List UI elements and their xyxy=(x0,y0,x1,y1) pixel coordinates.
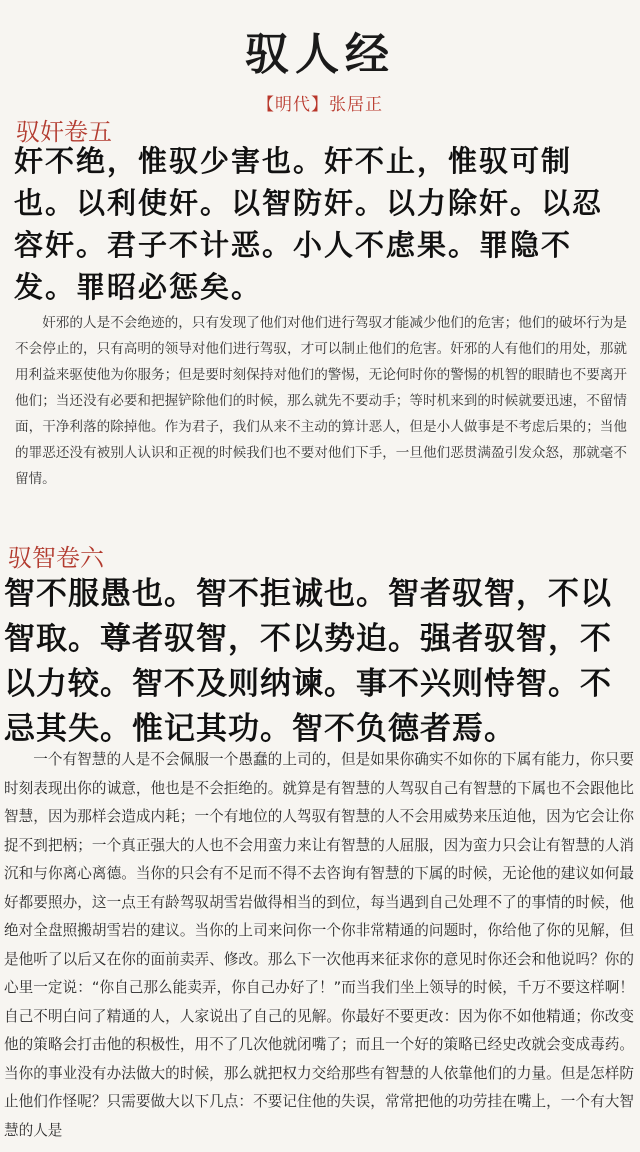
page-title: 驭人经 xyxy=(245,29,395,80)
explanation-text-6: 一个有智慧的人是不会佩服一个愚蠢的上司的，但是如果你确实不如你的下属有能力，你只要时刻表现出你的诚意，他也是不会拒绝的。就算是有智慧的人驾驭自己有智慧的下属也不会跟他比智慧，因为那样会造成内耗；一个有地位的人驾驭有智慧的人不会用威势来压迫他，因为它会让你捉不到把柄；一个真正强大的人也不会用蛮力来让有智慧的人屈服，因为蛮力只会让有智慧的人消沉和与你离心离德。当你的只会有不足而不得不去咨询有智慧的下属的时候，无论他的建议如何最好都要照办，这一点王有龄驾驭胡雪岩做得相当的到位，每当遇到自己处理不了的事情的时候，他绝对全盘照搬胡雪岩的建议。当你的上司来问你一个你非常精通的问题时，你给他了你的见解，但是他听了以后又在你的面前卖弄、修改。那么下一次他再来征求你的意见时你还会和他说吗？你的心里一定说：“你自己那么能卖弄，你自己办好了！”而当我们坐上领导的时候，千万不要这样啊！自己不明白问了精通的人，人家说出了自己的见解。你最好不要更改：因为你不如他精通；你改变他的策略会打击他的积极性，用不了几次他就闭嘴了；而且一个好的策略已经史改就会变成毒药。当你的事业没有办法做大的时候，那么就把权力交给那些有智慧的人依靠他们的力量。但是怎样防止他们作怪呢？只需要做大以下几点：不要记住他的失误，常常把他的功劳挂在嘴上，一个有大智慧的人是 xyxy=(4,751,634,1139)
author-line: 【明代】张居正 xyxy=(257,95,383,115)
section-heading-5: 驭奸卷五 xyxy=(16,118,112,146)
section-heading-6: 驭智卷六 xyxy=(8,544,104,572)
explanation-text-5: 奸邪的人是不会绝迹的，只有发现了他们对他们进行驾驭才能减少他们的危害；他们的破坏行为是不会停止的，只有高明的领导对他们进行驾驭，才可以制止他们的危害。奸邪的人有他们的用处，那就用利益来驱使他为你服务；但是要时刻保持对他们的警惕，无论何时你的警惕的机智的眼睛也不要离开他们；当还没有必要和把握铲除他们的时候，那么就先不要动手；等时机来到的时候就要迅速，不留情面，干净利落的除掉他。作为君子，我们从来不主动的算计恶人，但是小人做事是不考虑后果的；当他的罪恶还没有被别人认识和正视的时候我们也不要对他们下手，一旦他们恶贯满盈引发众怒，那就毫不留情。 xyxy=(15,315,627,487)
classical-text-5: 奸不绝，惟驭少害也。奸不止，惟驭可制也。以利使奸。以智防奸。以力除奸。以忍容奸。君子不计恶。小人不虑果。罪隐不发。罪昭必惩矣。 xyxy=(14,144,604,304)
classical-text-6: 智不服愚也。智不拒诚也。智者驭智，不以智取。尊者驭智，不以势迫。强者驭智，不以力较。智不及则纳谏。事不兴则恃智。不忌其失。惟记其功。智不负德者焉。 xyxy=(4,576,612,747)
